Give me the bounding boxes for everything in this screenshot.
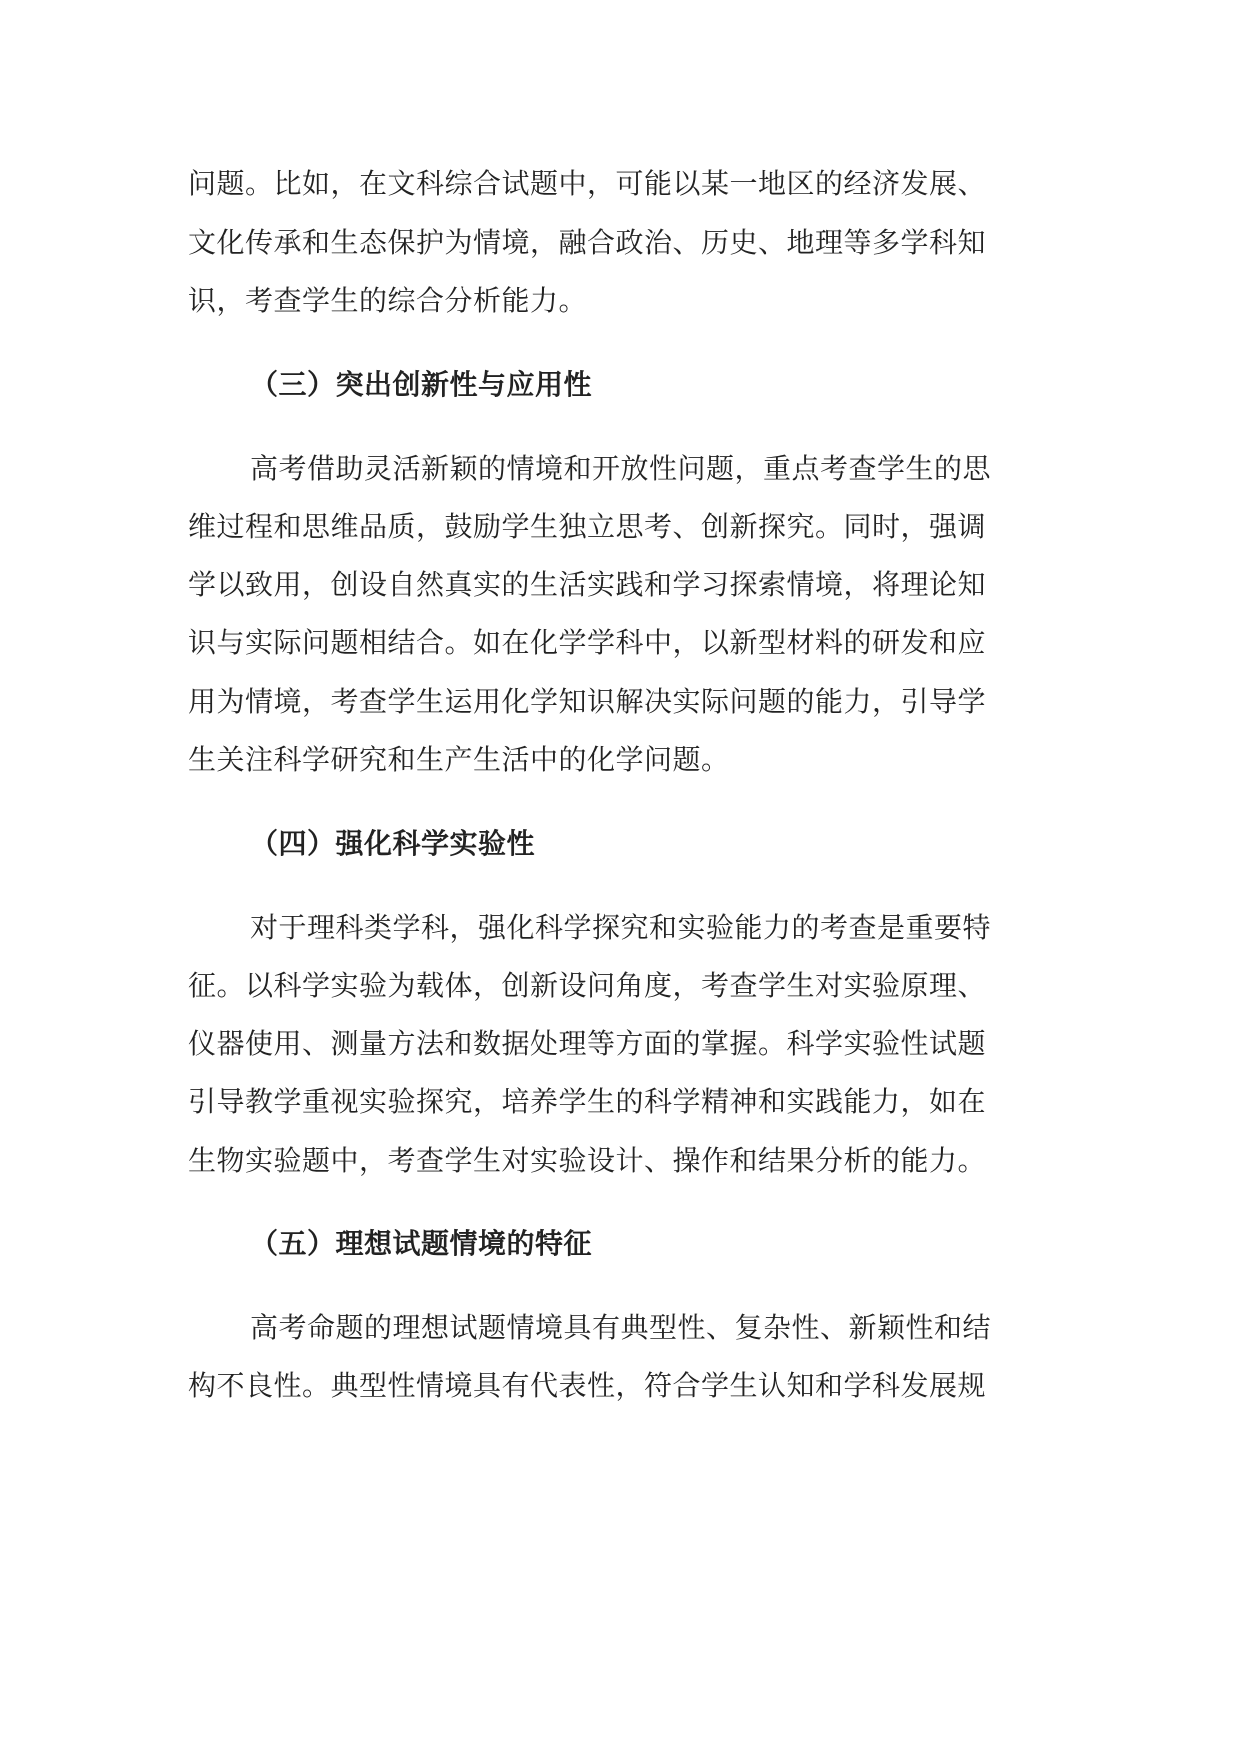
section-heading-4: （四）强化科学实验性 <box>250 827 536 860</box>
paragraph-4-line-2: 构不良性。典型性情境具有代表性，符合学生认知和学科发展规 <box>188 1369 987 1402</box>
paragraph-1-line-3: 识，考查学生的综合分析能力。 <box>188 284 588 317</box>
section-heading-5: （五）理想试题情境的特征 <box>250 1227 593 1260</box>
paragraph-3-line-2: 征。以科学实验为载体，创新设问角度，考查学生对实验原理、 <box>188 969 987 1002</box>
paragraph-3-line-4: 引导教学重视实验探究，培养学生的科学精神和实践能力，如在 <box>188 1085 987 1118</box>
paragraph-2-line-2: 维过程和思维品质，鼓励学生独立思考、创新探究。同时，强调 <box>188 510 987 543</box>
paragraph-3-line-1: 对于理科类学科，强化科学探究和实验能力的考查是重要特 <box>250 911 992 944</box>
paragraph-1-line-2: 文化传承和生态保护为情境，融合政治、历史、地理等多学科知 <box>188 226 987 259</box>
section-heading-3: （三）突出创新性与应用性 <box>250 368 593 401</box>
paragraph-2-line-6: 生关注科学研究和生产生活中的化学问题。 <box>188 743 730 776</box>
paragraph-2-line-5: 用为情境，考查学生运用化学知识解决实际问题的能力，引导学 <box>188 685 987 718</box>
paragraph-4-line-1: 高考命题的理想试题情境具有典型性、复杂性、新颖性和结 <box>250 1311 992 1344</box>
paragraph-2-line-1: 高考借助灵活新颖的情境和开放性问题，重点考查学生的思 <box>250 452 992 485</box>
paragraph-2-line-3: 学以致用，创设自然真实的生活实践和学习探索情境，将理论知 <box>188 568 987 601</box>
paragraph-3-line-5: 生物实验题中，考查学生对实验设计、操作和结果分析的能力。 <box>188 1144 987 1177</box>
paragraph-3-line-3: 仪器使用、测量方法和数据处理等方面的掌握。科学实验性试题 <box>188 1027 987 1060</box>
paragraph-2-line-4: 识与实际问题相结合。如在化学学科中，以新型材料的研发和应 <box>188 626 987 659</box>
paragraph-1-line-1: 问题。比如，在文科综合试题中，可能以某一地区的经济发展、 <box>188 167 987 200</box>
